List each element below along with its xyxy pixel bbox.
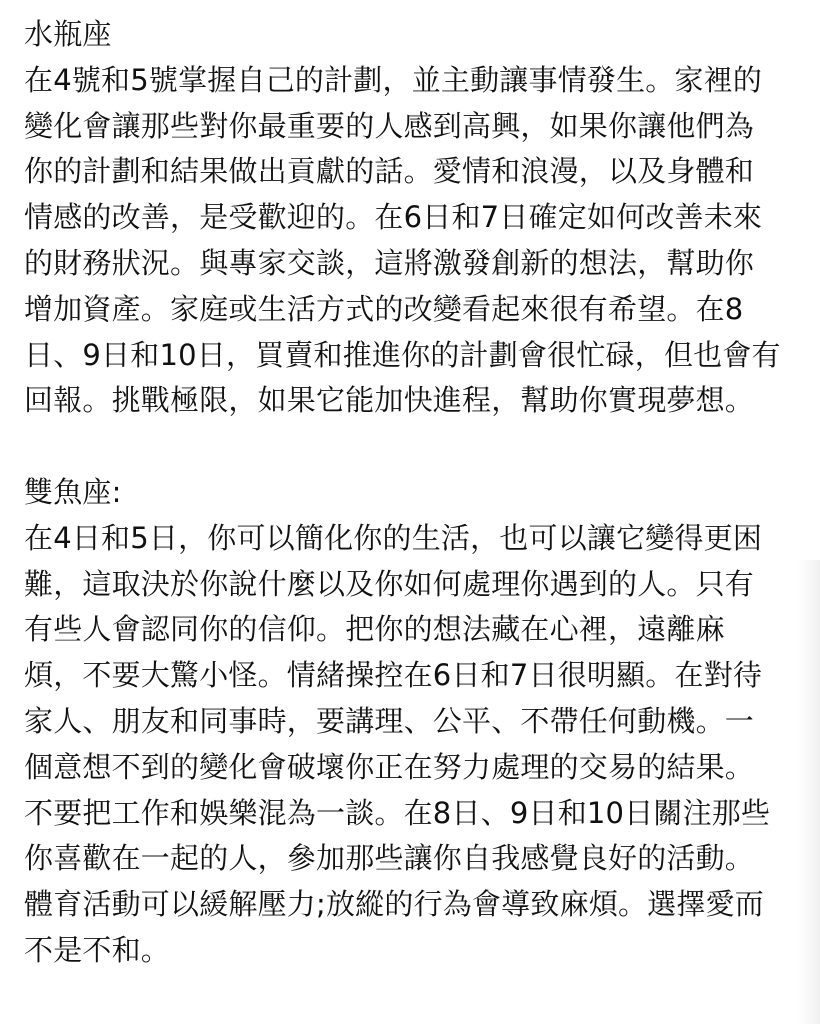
aquarius-section xyxy=(24,12,814,424)
paragraph-line: 家人、朋友和同事時，要講理、公平、不帶任何動機。一 xyxy=(24,703,755,738)
section-spacer xyxy=(24,424,814,470)
paragraph-line: 情感的改善，是受歡迎的。在6日和7日確定如何改善未來 xyxy=(24,200,763,235)
section-heading: 水瓶座 xyxy=(24,17,112,51)
paragraph-line: 你喜歡在一起的人，參加那些讓你自我感覺良好的活動。 xyxy=(24,841,755,876)
paragraph-line: 在4日和5日，你可以簡化你的生活，也可以讓它變得更困 xyxy=(24,520,763,555)
paragraph-line: 不是不和。 xyxy=(24,932,171,967)
horoscope-document xyxy=(24,12,814,974)
page-edge-shadow xyxy=(798,560,820,1024)
paragraph-line: 回報。挑戰極限，如果它能加快進程，幫助你實現夢想。 xyxy=(24,383,755,418)
paragraph-line: 有些人會認同你的信仰。把你的想法藏在心裡，遠離麻 xyxy=(24,612,725,647)
paragraph-line: 在4號和5號掌握自己的計劃，並主動讓事情發生。家裡的 xyxy=(24,62,763,97)
paragraph-line: 的財務狀況。與專家交談，這將激發創新的想法，幫助你 xyxy=(24,245,755,280)
paragraph-line: 變化會讓那些對你最重要的人感到高興，如果你讓他們為 xyxy=(24,108,755,143)
pisces-section xyxy=(24,470,814,974)
paragraph-line: 增加資產。家庭或生活方式的改變看起來很有希望。在8 xyxy=(24,291,744,326)
paragraph-line: 體育活動可以緩解壓力;放縱的行為會導致麻煩。選擇愛而 xyxy=(24,887,764,922)
paragraph-line: 個意想不到的變化會破壞你正在努力處理的交易的結果。 xyxy=(24,749,755,784)
paragraph-line: 日、9日和10日，買賣和推進你的計劃會很忙碌，但也會有 xyxy=(24,337,781,372)
paragraph-line: 難，這取決於你說什麼以及你如何處理你遇到的人。只有 xyxy=(24,566,755,601)
paragraph-line: 你的計劃和結果做出貢獻的話。愛情和浪漫，以及身體和 xyxy=(24,154,755,189)
section-heading: 雙魚座: xyxy=(24,474,122,509)
paragraph-line: 煩，不要大驚小怪。情緒操控在6日和7日很明顯。在對待 xyxy=(24,658,763,693)
paragraph-line: 不要把工作和娛樂混為一談。在8日、9日和10日關注那些 xyxy=(24,795,771,830)
